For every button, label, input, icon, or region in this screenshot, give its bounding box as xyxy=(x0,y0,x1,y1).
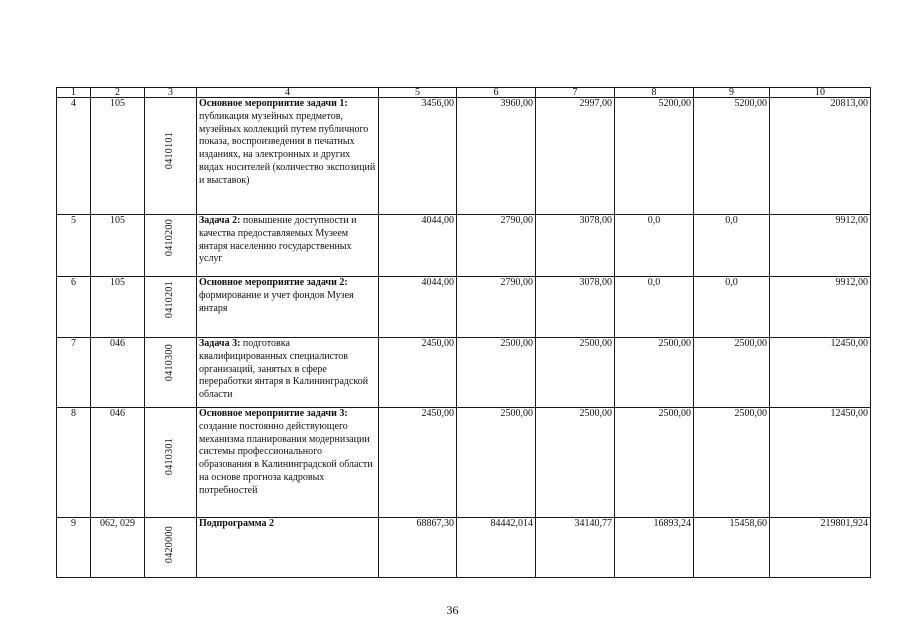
value-col-5: 4044,00 xyxy=(379,215,457,277)
value-col-9: 0,0 xyxy=(694,215,770,277)
value-col-8: 2500,00 xyxy=(615,338,694,408)
row-number: 9 xyxy=(57,518,91,578)
value-col-9: 15458,60 xyxy=(694,518,770,578)
value-col-10: 9912,00 xyxy=(770,215,871,277)
value-col-10: 9912,00 xyxy=(770,277,871,338)
row-number: 5 xyxy=(57,215,91,277)
value-col-8: 0,0 xyxy=(615,277,694,338)
value-col-5: 2450,00 xyxy=(379,408,457,518)
description-lead: Задача 3: xyxy=(199,338,241,349)
description-cell xyxy=(197,215,379,277)
budget-code: 0410300 xyxy=(164,344,176,382)
value-col-9: 2500,00 xyxy=(694,338,770,408)
admin-code: 046 xyxy=(91,338,145,408)
budget-code: 0410201 xyxy=(164,281,176,319)
column-header: 3 xyxy=(145,88,197,98)
admin-code: 105 xyxy=(91,98,145,215)
value-col-8: 5200,00 xyxy=(615,98,694,215)
budget-code-cell xyxy=(145,277,197,338)
description-cell xyxy=(197,338,379,408)
table-header-row xyxy=(57,88,871,98)
row-number: 7 xyxy=(57,338,91,408)
value-col-7: 3078,00 xyxy=(536,215,615,277)
value-col-7: 2500,00 xyxy=(536,338,615,408)
description-cell xyxy=(197,408,379,518)
page-number: 36 xyxy=(446,603,459,617)
value-col-6: 2500,00 xyxy=(457,408,536,518)
value-col-7: 2997,00 xyxy=(536,98,615,215)
value-col-10: 12450,00 xyxy=(770,408,871,518)
description-cell xyxy=(197,518,379,578)
column-header: 9 xyxy=(694,88,770,98)
budget-code-cell xyxy=(145,518,197,578)
budget-code: 0410301 xyxy=(164,438,176,476)
description-text: повышение доступности и качества предоставляемых Музеем янтаря населению государственных услуг xyxy=(199,215,357,265)
table-row xyxy=(57,408,871,518)
value-col-7: 3078,00 xyxy=(536,277,615,338)
value-col-10: 12450,00 xyxy=(770,338,871,408)
description-lead: Задача 2: xyxy=(199,215,241,226)
admin-code: 105 xyxy=(91,277,145,338)
value-col-6: 84442,014 xyxy=(457,518,536,578)
budget-code: 0410200 xyxy=(164,219,176,257)
description-lead: Основное мероприятие задачи 1: xyxy=(199,98,348,109)
admin-code: 062, 029 xyxy=(91,518,145,578)
value-col-6: 2790,00 xyxy=(457,277,536,338)
table-row xyxy=(57,98,871,215)
description-cell xyxy=(197,98,379,215)
row-number: 8 xyxy=(57,408,91,518)
table-row xyxy=(57,215,871,277)
value-col-9: 2500,00 xyxy=(694,408,770,518)
admin-code: 046 xyxy=(91,408,145,518)
description-cell xyxy=(197,277,379,338)
budget-code-cell xyxy=(145,338,197,408)
description-lead: Основное мероприятие задачи 3: xyxy=(199,408,348,419)
description-text: формирование и учет фондов Музея янтаря xyxy=(199,289,354,314)
column-header: 2 xyxy=(91,88,145,98)
budget-code-cell xyxy=(145,215,197,277)
value-col-6: 3960,00 xyxy=(457,98,536,215)
value-col-5: 4044,00 xyxy=(379,277,457,338)
row-number: 4 xyxy=(57,98,91,215)
description-lead: Основное мероприятие задачи 2: xyxy=(199,277,348,288)
value-col-7: 34140,77 xyxy=(536,518,615,578)
value-col-7: 2500,00 xyxy=(536,408,615,518)
description-text: создание постоянно действующего механизма планирования модернизации системы профессионального образования в Калининградской области на основе прогноза кадровых потребностей xyxy=(199,420,373,496)
budget-table xyxy=(56,87,871,578)
value-col-8: 16893,24 xyxy=(615,518,694,578)
column-header: 10 xyxy=(770,88,871,98)
value-col-10: 20813,00 xyxy=(770,98,871,215)
value-col-5: 2450,00 xyxy=(379,338,457,408)
value-col-5: 3456,00 xyxy=(379,98,457,215)
value-col-8: 0,0 xyxy=(615,215,694,277)
description-lead: Подпрограмма 2 xyxy=(199,518,275,529)
value-col-9: 5200,00 xyxy=(694,98,770,215)
column-header: 8 xyxy=(615,88,694,98)
column-header: 7 xyxy=(536,88,615,98)
value-col-6: 2500,00 xyxy=(457,338,536,408)
value-col-6: 2790,00 xyxy=(457,215,536,277)
budget-code: 0420000 xyxy=(164,526,176,564)
value-col-10: 219801,924 xyxy=(770,518,871,578)
budget-code-cell xyxy=(145,98,197,215)
description-text: подготовка квалифицированных специалистов организаций, занятых в сфере переработки янтаря в Калининградской области xyxy=(199,338,369,401)
column-header: 4 xyxy=(197,88,379,98)
budget-code: 0410101 xyxy=(164,132,176,170)
column-header: 6 xyxy=(457,88,536,98)
column-header: 1 xyxy=(57,88,91,98)
value-col-5: 68867,30 xyxy=(379,518,457,578)
table-row xyxy=(57,277,871,338)
value-col-9: 0,0 xyxy=(694,277,770,338)
column-header: 5 xyxy=(379,88,457,98)
description-text: публикация музейных предметов, музейных коллекций путем публичного показа, воспроизведения в печатных изданиях, на электронных и других видах носителей (количество экспозиций и выставок) xyxy=(199,110,376,186)
admin-code: 105 xyxy=(91,215,145,277)
row-number: 6 xyxy=(57,277,91,338)
budget-code-cell xyxy=(145,408,197,518)
table-row xyxy=(57,518,871,578)
value-col-8: 2500,00 xyxy=(615,408,694,518)
table-row xyxy=(57,338,871,408)
